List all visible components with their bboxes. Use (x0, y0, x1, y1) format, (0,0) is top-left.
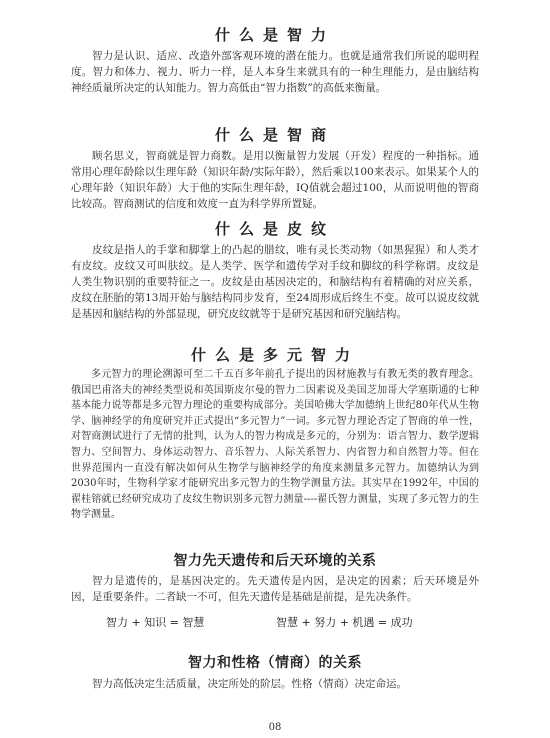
section-title-dermatoglyphics: 什么是皮纹 (214, 220, 335, 238)
section-title-heredity-environment: 智力先天遗传和后天环境的关系 (173, 553, 377, 569)
formula-success: 智慧 + 努力 + 机遇 = 成功 (276, 616, 413, 629)
section-title-multiple-intelligence: 什么是多元智力 (190, 346, 359, 364)
formula-wisdom: 智力 + 知识 = 智慧 (106, 616, 205, 629)
section-title-personality: 智力和性格（情商）的关系 (188, 655, 362, 671)
section-title-iq: 什么是智商 (214, 126, 335, 144)
page-number: 08 (268, 722, 282, 733)
section-title-intelligence: 什么是智力 (214, 26, 335, 44)
section-body-iq: 顾名思义，智商就是智力商数。是用以衡量智力发展（开发）程度的一种指标。通常用心理年龄除以生理年龄（知识年龄/实际年龄），然后乘以100来表示。如果某个人的心理年龄（知识年龄）大于他的实际生理年龄，IQ值就会超过100，从而说明他的智商比较高。智商测试的信度和效度一直为科学界所置疑。 (71, 150, 479, 210)
section-body-intelligence: 智力是认识、适应、改造外部客观环境的潜在能力。也就是通常我们所说的聪明程度。智力和体力、视力、听力一样，是人本身生来就具有的一种生理能力，是由脑结构神经质量所决定的认知能力。智力高低由“智力指数”的高低来衡量。 (71, 50, 479, 94)
section-body-personality: 智力高低决定生活质量，决定所处的阶层。性格（情商）决定命运。 (92, 678, 407, 690)
section-body-multiple-intelligence: 多元智力的理论溯源可至二千五百多年前孔子提出的因材施教与有教无类的教育理念。俄国巴甫洛夫的神经类型说和英国斯皮尔曼的智力二因素说及美国芝加哥大学塞斯通的七种基本能力说等都是多元智力理论的重要构成部分。美国哈佛大学加德纳上世纪80年代从生物学、脑神经学的角度研究并正式提出“多元智力”一词。多元智力理论否定了智商的单一性，对智商测试进行了无情的批判，认为人的智力构成是多元的，分别为：语言智力、数学逻辑智力、空间智力、身体运动智力、音乐智力、人际关系智力、内省智力和自然智力等。但在世界范围内一直没有解决如何从生物学与脑神经学的角度来测量多元智力。加德纳认为到2030年时，生物科学家才能研究出多元智力的生物学测量方法。其实早在1992年，中国的翟桂镕就已经研究成功了皮纹生物识别多元智力测量----翟氏智力测量，实现了多元智力的生物学测量。 (71, 369, 479, 521)
section-body-heredity-environment: 智力是遗传的，是基因决定的。先天遗传是内因，是决定的因素；后天环境是外因，是重要条件。二者缺一不可，但先天遗传是基础是前提，是先决条件。 (71, 575, 479, 603)
section-body-dermatoglyphics: 皮纹是指人的手掌和脚掌上的凸起的腊纹，唯有灵长类动物（如黑猩猩）和人类才有皮纹。皮纹又可叫肤纹。是人类学、医学和遗传学对手纹和脚纹的科学称谓。皮纹是人类生物识别的重要特征之一。皮纹是由基因决定的，和脑结构有着精确的对应关系，皮纹在胚胎的第13周开始与脑结构同步发育，至24周形成后终生不变。故可以说皮纹就是基因和脑结构的外部显现，研究皮纹就等于是研究基因和研究脑结构。 (71, 244, 479, 320)
